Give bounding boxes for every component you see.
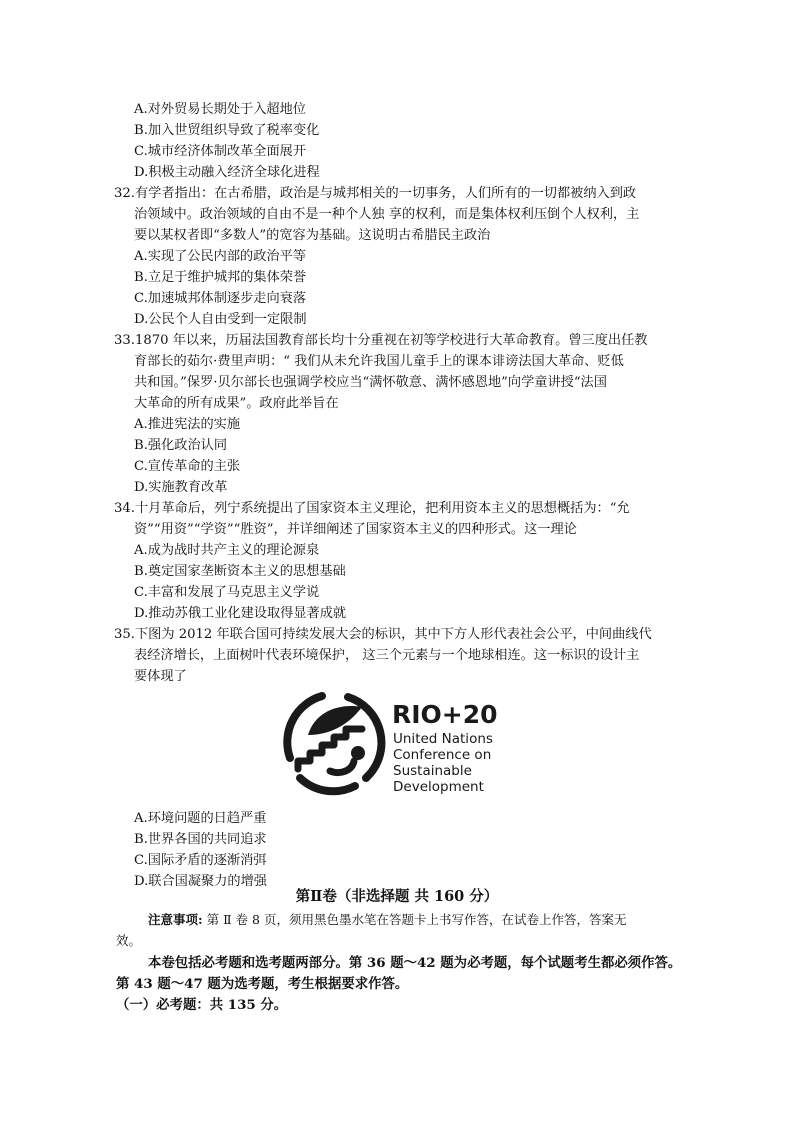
logo-title: RIO+20 (392, 700, 498, 729)
logo-line-2: Conference on (393, 747, 492, 763)
q31-option-d: D.积极主动融入经济全球化进程 (134, 165, 320, 180)
logo-line-4: Development (393, 779, 484, 795)
q34-option-d: D.推动苏俄工业化建设取得显著成就 (134, 606, 347, 621)
globe-emblem-icon (287, 696, 381, 791)
q33-text-line-1: 33.1870 年以来，历届法国教育部长均十分重视在初等学校进行大革命教育。曾三度出任教 (114, 333, 648, 348)
q32-text-line-2: 治领域中。政治领域的自由不是一种个人独 享的权利，而是集体权利压倒个人权利，主 (134, 207, 640, 222)
q32-option-a: A.实现了公民内部的政治平等 (134, 249, 306, 264)
person-body-arc (330, 761, 354, 773)
q31-option-a: A.对外贸易长期处于入超地位 (134, 102, 306, 117)
q35-option-d: D.联合国凝聚力的增强 (134, 874, 267, 889)
logo-line-3: Sustainable (393, 763, 472, 779)
q32-option-d: D.公民个人自由受到一定限制 (134, 312, 307, 327)
q35-option-b: B.世界各国的共同追求 (134, 832, 267, 847)
part2-body-line-2: 第 43 题～47 题为选考题，考生根据要求作答。 (116, 976, 409, 992)
q33-text-line-2: 育部长的茹尔·费里声明：“ 我们从未允许我国儿童手上的课本诽谤法国大革命、贬低 (134, 354, 624, 369)
q33-option-a: A.推进宪法的实施 (134, 417, 241, 432)
q34-option-b: B.奠定国家垄断资本主义的思想基础 (134, 564, 346, 579)
logo-line-1: United Nations (393, 731, 493, 747)
q33-text-line-3: 共和国。”保罗·贝尔部长也强调学校应当“满怀敬意、满怀感恩地”向学童讲授“法国 (134, 375, 607, 390)
rio20-logo (270, 683, 530, 803)
q34-text-line-2: 资”“用资”“学资”“胜资”，并详细阐述了国家资本主义的四种形式。这一理论 (134, 522, 577, 537)
q32-text-line-3: 要以某权者即“多数人”的宽容为基础。这说明古希腊民主政治 (134, 228, 491, 243)
part2-section-1-title: （一）必考题：共 135 分。 (116, 997, 288, 1013)
q31-option-b: B.加入世贸组织导致了税率变化 (134, 123, 320, 138)
q34-option-a: A.成为战时共产主义的理论源泉 (134, 543, 320, 558)
q34-option-c: C.丰富和发展了马克思主义学说 (134, 585, 320, 600)
q35-text-line-3: 要体现了 (134, 669, 187, 684)
q32-text-line-1: 32.有学者指出：在古希腊，政治是与城邦相关的一切事务，人们所有的一切都被纳入到政 (114, 186, 637, 201)
q31-option-c: C.城市经济体制改革全面展开 (134, 144, 307, 159)
note-text-2: 效。 (116, 933, 142, 948)
q35-text-line-1: 35.下图为 2012 年联合国可持续发展大会的标识，其中下方人形代表社会公平，中间曲线代 (114, 627, 652, 642)
note-text-1: 第 Ⅱ 卷 8 页，须用黑色墨水笔在答题卡上书写作答，在试卷上作答，答案无 (206, 912, 627, 927)
part2-title: 第Ⅱ卷（非选择题 共 160 分） (295, 888, 499, 905)
q33-option-d: D.实施教育改革 (134, 480, 228, 495)
part2-note (148, 910, 626, 928)
part2-body-line-1: 本卷包括必考题和选考题两部分。第 36 题～42 题为必考题，每个试题考生都必须作答。 (148, 955, 682, 971)
q35-text-line-2: 表经济增长，上面树叶代表环境保护， 这三个元素与一个地球相连。这一标识的设计主 (134, 648, 640, 663)
q33-text-line-4: 大革命的所有成果”。政府此举旨在 (134, 396, 339, 411)
globe-bottom-arc (300, 778, 355, 791)
q32-option-c: C.加速城邦体制逐步走向衰落 (134, 291, 307, 306)
q34-text-line-1: 34.十月革命后，列宁系统提出了国家资本主义理论，把利用资本主义的思想概括为：“允 (114, 501, 630, 516)
q32-option-b: B.立足于维护城邦的集体荣誉 (134, 270, 307, 285)
q35-option-a: A.环境问题的日趋严重 (134, 811, 267, 826)
q35-option-c: C.国际矛盾的逐渐消弭 (134, 853, 267, 868)
q33-option-c: C.宣传革命的主张 (134, 459, 241, 474)
q33-option-b: B.强化政治认同 (134, 438, 228, 453)
note-label: 注意事项: (148, 912, 203, 927)
rio20-emblem-svg (270, 683, 530, 803)
